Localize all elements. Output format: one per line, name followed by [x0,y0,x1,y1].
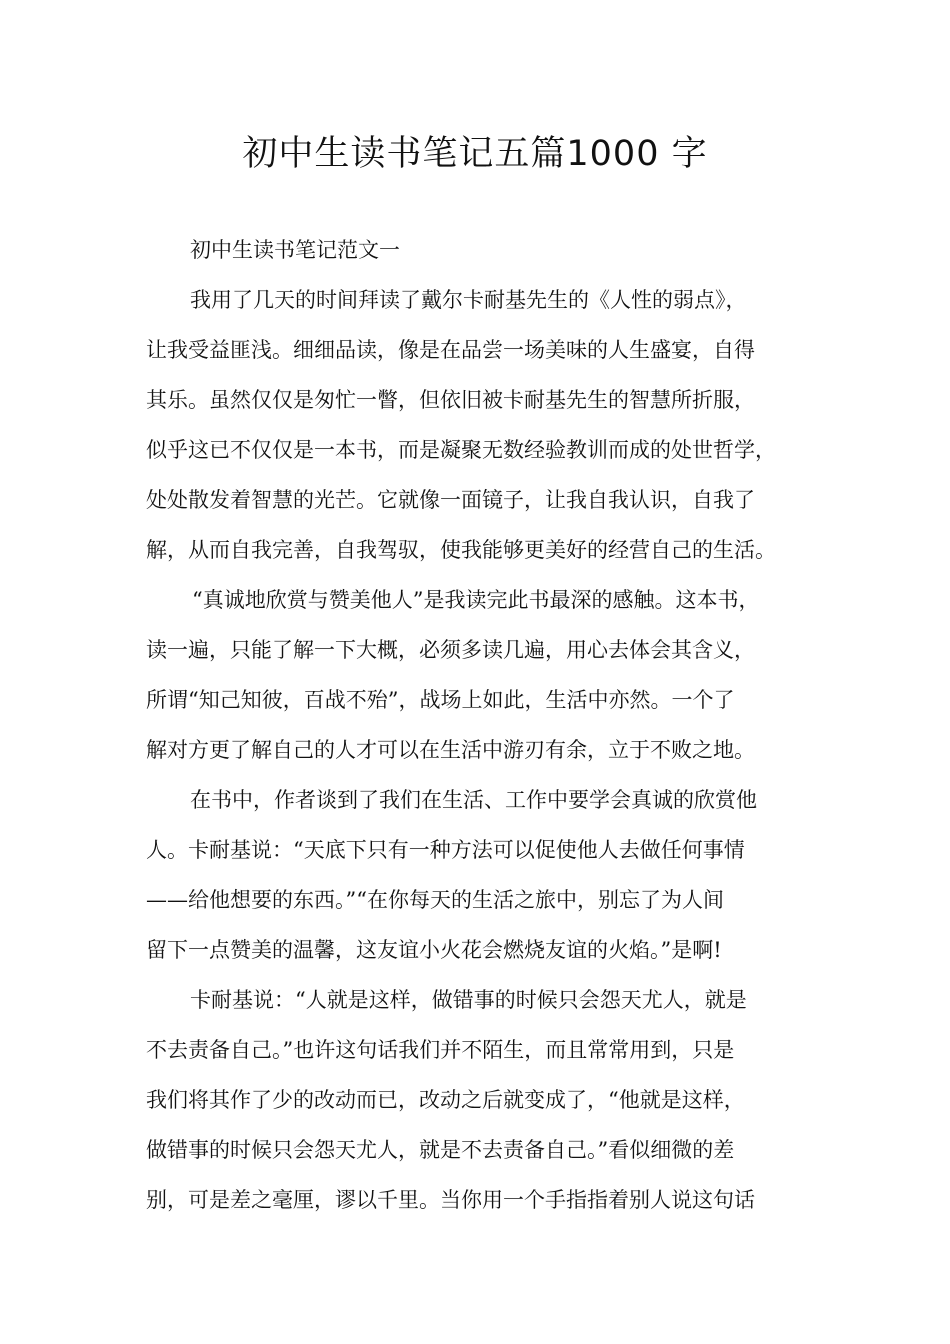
paragraph-line: 卡耐基说：“人就是这样，做错事的时候只会怨天尤人，就是 [190,988,747,1012]
document-title: 初中生读书笔记五篇1000 字 [242,134,708,174]
paragraph-line: 读一遍，只能了解一下大概，必须多读几遍，用心去体会其含义， [146,638,755,662]
paragraph-line: 做错事的时候只会怨天尤人，就是不去责备自己。”看似细微的差 [146,1138,735,1162]
paragraph-line: 我们将其作了少的改动而已，改动之后就变成了，“他就是这样， [146,1088,745,1112]
paragraph-line: 人。卡耐基说：“天底下只有一种方法可以促使他人去做任何事情 [146,838,745,862]
section-heading: 初中生读书笔记范文一 [190,238,400,262]
paragraph-line: 让我受益匪浅。细细品读，像是在品尝一场美味的人生盛宴，自得 [146,338,755,362]
paragraph-line: 不去责备自己。”也许这句话我们并不陌生，而且常常用到，只是 [146,1038,735,1062]
paragraph-line: ——给他想要的东西。”“在你每天的生活之旅中，别忘了为人间 [146,888,724,912]
paragraph-line: 留下一点赞美的温馨，这友谊小火花会燃烧友谊的火焰。”是啊! [146,938,722,962]
paragraph-line: 别，可是差之毫厘，谬以千里。当你用一个手指指着别人说这句话 [146,1188,755,1212]
paragraph-line: 其乐。虽然仅仅是匆忙一瞥，但依旧被卡耐基先生的智慧所折服， [146,388,755,412]
paragraph-line: 似乎这已不仅仅是一本书，而是凝聚无数经验教训而成的处世哲学， [146,438,776,462]
paragraph-line: 所谓“知己知彼，百战不殆”，战场上如此，生活中亦然。一个了 [146,688,735,712]
document-body [146,225,818,1225]
paragraph-line: 处处散发着智慧的光芒。它就像一面镜子，让我自我认识，自我了 [146,488,755,512]
paragraph-line: 在书中，作者谈到了我们在生活、工作中要学会真诚的欣赏他 [190,788,757,812]
paragraph-line: 我用了几天的时间拜读了戴尔卡耐基先生的《人性的弱点》， [190,288,747,312]
paragraph-line: 解，从而自我完善，自我驾驭，使我能够更美好的经营自己的生活。 [146,538,776,562]
paragraph-line: “真诚地欣赏与赞美他人”是我读完此书最深的感触。这本书， [192,588,760,612]
paragraph-line: 解对方更了解自己的人才可以在生活中游刃有余，立于不败之地。 [146,738,755,762]
